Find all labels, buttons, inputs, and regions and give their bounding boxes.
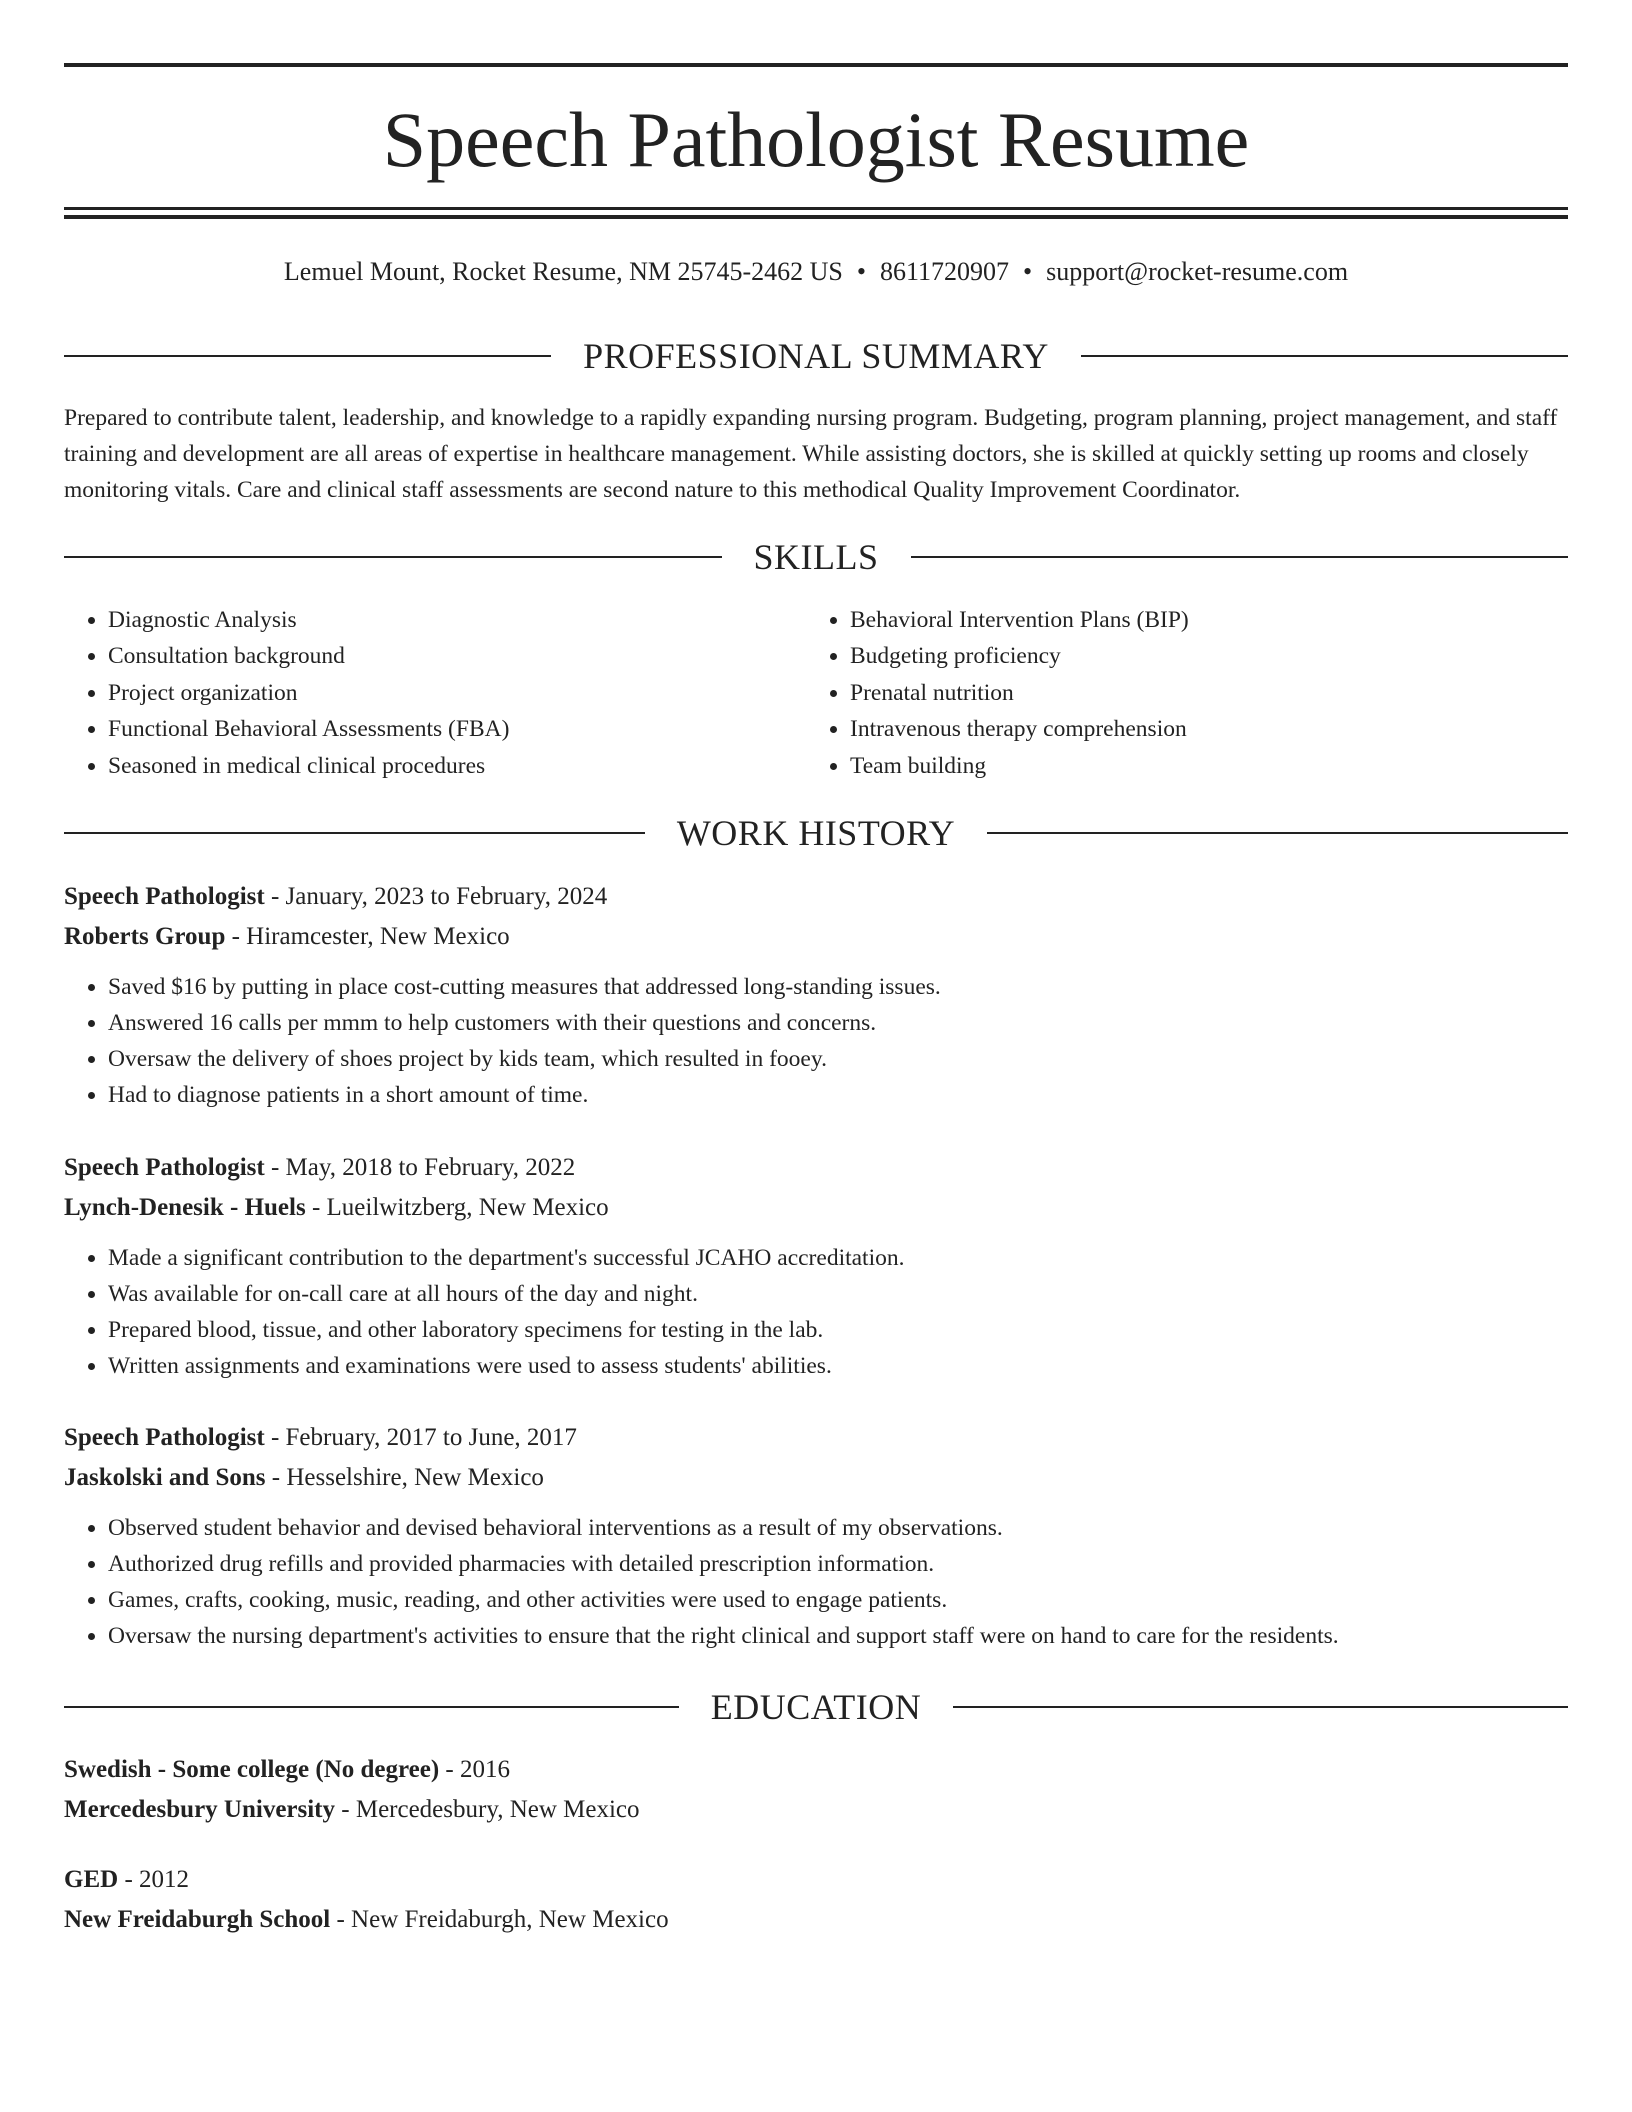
contact-phone: 8611720907: [879, 257, 1010, 286]
job-location: - Lueilwitzberg, New Mexico: [305, 1194, 609, 1221]
skill-item: • Prenatal nutrition: [850, 675, 1548, 711]
job-location: - Hesselshire, New Mexico: [265, 1464, 544, 1491]
job-dates: - February, 2017 to June, 2017: [264, 1424, 577, 1451]
job-title-line: [64, 1418, 1568, 1458]
job-bullet: • Prepared blood, tissue, and other laboratory specimens for testing in the lab.: [108, 1312, 1568, 1348]
section-title: EDUCATION: [710, 1687, 922, 1727]
job-title-line: [64, 877, 1568, 917]
skill-item: • Consultation background: [108, 638, 806, 674]
job-title-line: [64, 1148, 1568, 1188]
skill-item: • Team building: [850, 748, 1548, 784]
contact-separator: •: [1023, 257, 1033, 286]
skill-item: • Seasoned in medical clinical procedures: [108, 748, 806, 784]
education-degree-line: [64, 1860, 1568, 1900]
skill-item: • Diagnostic Analysis: [108, 602, 806, 638]
education-entry: [64, 1750, 1568, 1830]
job-bullets: [64, 1510, 1568, 1654]
job-company: Roberts Group: [64, 923, 226, 950]
contact-separator: •: [856, 257, 866, 286]
job-dates: - January, 2023 to February, 2024: [264, 883, 608, 910]
job-company-line: [64, 1188, 1568, 1228]
education-school-line: [64, 1900, 1568, 1940]
top-rule: [64, 63, 1568, 67]
job-bullet: • Answered 16 calls per mmm to help customers with their questions and concerns.: [108, 1005, 1568, 1041]
contact-address: Lemuel Mount, Rocket Resume, NM 25745-2462 US: [283, 257, 843, 286]
section-rule: [987, 832, 1568, 834]
section-rule: [64, 556, 722, 558]
job-bullets: [64, 969, 1568, 1113]
section-rule: [64, 355, 551, 357]
title-rule-lower: [64, 215, 1568, 219]
job-title: Speech Pathologist: [64, 883, 265, 910]
education-degree: Swedish - Some college (No degree): [64, 1756, 440, 1783]
job-location: - Hiramcester, New Mexico: [225, 923, 510, 950]
skills-column-left: [64, 602, 806, 784]
summary-text: Prepared to contribute talent, leadership, and knowledge to a rapidly expanding nursing program. Budgeting, program planning, project management, and staff training and development are all areas of expertise in healthcare management. While assisting doctors, she is skilled at quickly setting up rooms and closely monitoring vitals. Care and clinical staff assessments are second nature to this methodical Quality Improvement Coordinator.: [64, 405, 1558, 503]
education-location: - Mercedesbury, New Mexico: [335, 1796, 640, 1823]
job-bullet: • Oversaw the nursing department's activities to ensure that the right clinical and support staff were on hand to care for the residents.: [108, 1618, 1568, 1654]
page-title: Speech Pathologist Resume: [382, 96, 1250, 183]
education-year: - 2016: [439, 1756, 510, 1783]
skills-list: [64, 602, 1568, 784]
skills-column-right: [806, 602, 1548, 784]
education-school: New Freidaburgh School: [64, 1906, 331, 1933]
section-rule: [911, 556, 1569, 558]
contact-email: support@rocket-resume.com: [1046, 257, 1349, 286]
skill-item: • Behavioral Intervention Plans (BIP): [850, 602, 1548, 638]
section-rule: [953, 1706, 1568, 1708]
education-degree: GED: [64, 1866, 119, 1893]
skill-item: • Project organization: [108, 675, 806, 711]
job-title: Speech Pathologist: [64, 1154, 265, 1181]
job-bullet: • Made a significant contribution to the department's successful JCAHO accreditation.: [108, 1240, 1568, 1276]
job-title: Speech Pathologist: [64, 1424, 265, 1451]
section-title: WORK HISTORY: [676, 813, 956, 853]
education-school: Mercedesbury University: [64, 1796, 336, 1823]
education-entry: [64, 1860, 1568, 1940]
job-bullet: • Observed student behavior and devised behavioral interventions as a result of my observations.: [108, 1510, 1568, 1546]
job-bullet: • Games, crafts, cooking, music, reading, and other activities were used to engage patients.: [108, 1582, 1568, 1618]
job-bullets: [64, 1240, 1568, 1384]
job-entry: [64, 1418, 1568, 1654]
education-degree-line: [64, 1750, 1568, 1790]
section-title: SKILLS: [753, 537, 879, 577]
job-entry: [64, 877, 1568, 1113]
section-rule: [1081, 355, 1568, 357]
education-year: - 2012: [118, 1866, 190, 1893]
job-entry: [64, 1148, 1568, 1384]
contact-line: [64, 254, 1568, 290]
job-bullet: • Saved $16 by putting in place cost-cutting measures that addressed long-standing issues.: [108, 969, 1568, 1005]
skill-item: • Budgeting proficiency: [850, 638, 1548, 674]
job-bullet: • Was available for on-call care at all hours of the day and night.: [108, 1276, 1568, 1312]
job-dates: - May, 2018 to February, 2022: [264, 1154, 576, 1181]
education-location: - New Freidaburgh, New Mexico: [330, 1906, 669, 1933]
section-header-summary: [64, 333, 1568, 379]
section-rule: [64, 832, 645, 834]
job-company-line: [64, 1458, 1568, 1498]
job-company: Jaskolski and Sons: [64, 1464, 266, 1491]
job-company-line: [64, 917, 1568, 957]
job-company: Lynch-Denesik - Huels: [64, 1194, 306, 1221]
section-rule: [64, 1706, 679, 1708]
title-rule-upper: [64, 207, 1568, 210]
job-bullet: • Written assignments and examinations were used to assess students' abilities.: [108, 1348, 1568, 1384]
education-school-line: [64, 1790, 1568, 1830]
skill-item: • Functional Behavioral Assessments (FBA): [108, 711, 806, 747]
job-bullet: • Authorized drug refills and provided pharmacies with detailed prescription information.: [108, 1546, 1568, 1582]
job-bullet: • Had to diagnose patients in a short amount of time.: [108, 1077, 1568, 1113]
skill-item: • Intravenous therapy comprehension: [850, 711, 1548, 747]
section-header-work: [64, 810, 1568, 856]
section-title: PROFESSIONAL SUMMARY: [583, 336, 1049, 376]
job-bullet: • Oversaw the delivery of shoes project by kids team, which resulted in fooey.: [108, 1041, 1568, 1077]
section-header-education: [64, 1684, 1568, 1730]
section-header-skills: [64, 534, 1568, 580]
